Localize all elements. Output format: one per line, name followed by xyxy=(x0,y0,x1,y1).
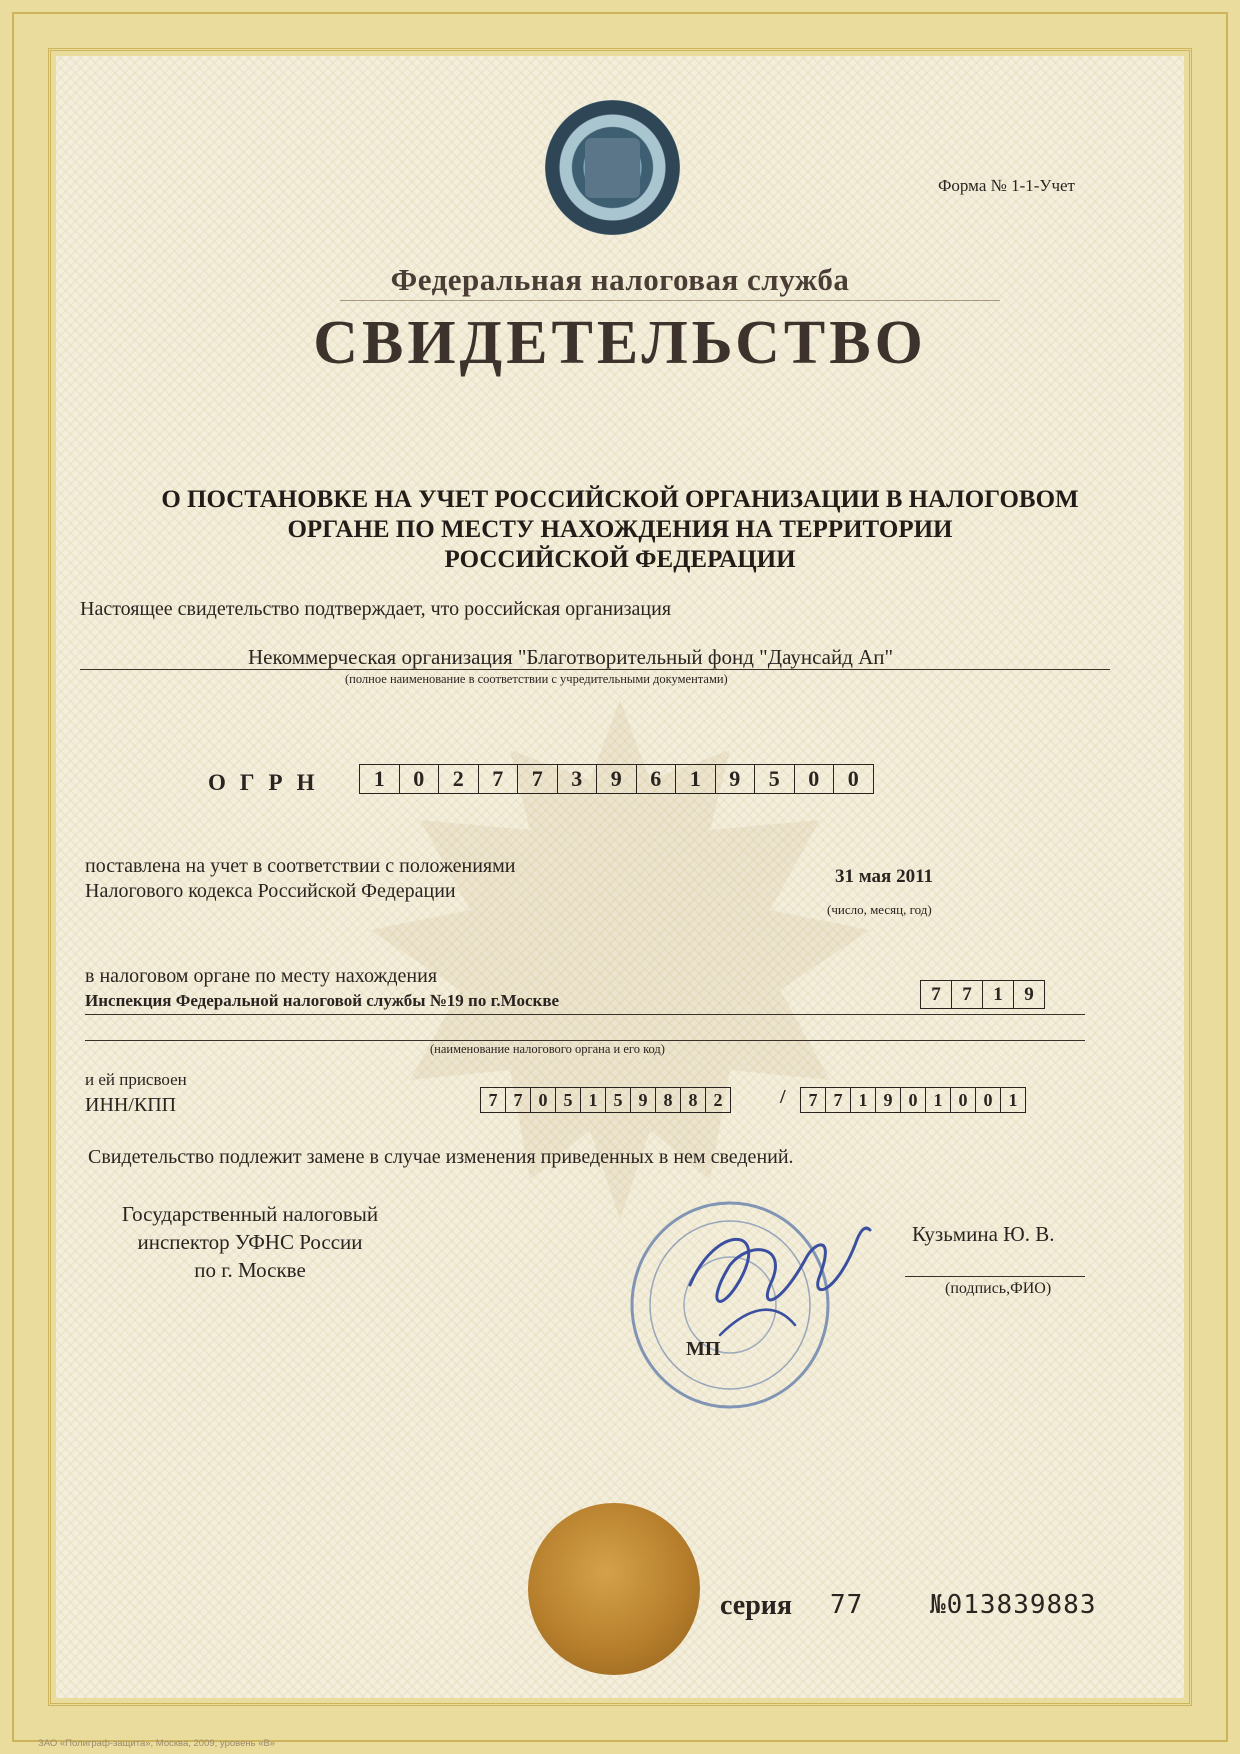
ogrn-digit: 3 xyxy=(558,765,598,793)
code-digit: 7 xyxy=(952,981,983,1008)
certificate-number: №013839883 xyxy=(929,1590,1097,1620)
inn-digit: 7 xyxy=(506,1088,531,1112)
registration-date: 31 мая 2011 xyxy=(835,866,934,887)
kpp-digit: 1 xyxy=(851,1088,876,1112)
kpp-digit-boxes xyxy=(800,1087,1026,1113)
document-subtitle xyxy=(140,485,1100,575)
ogrn-digit: 5 xyxy=(755,765,795,793)
inn-digit: 1 xyxy=(581,1088,606,1112)
series-label: серия xyxy=(720,1590,793,1621)
kpp-digit: 1 xyxy=(1008,1090,1018,1110)
tax-authority-name: Инспекция Федеральной налоговой службы №19 по г.Москве xyxy=(85,991,560,1010)
kpp-digit: 9 xyxy=(876,1088,901,1112)
organization-name: Некоммерческая организация "Благотворительный фонд "Даунсайд Ап" xyxy=(248,645,894,669)
inn-digit-boxes xyxy=(480,1087,731,1113)
ogrn-digit: 6 xyxy=(637,765,677,793)
inn-digit: 5 xyxy=(606,1088,631,1112)
inn-intro: и ей присвоен xyxy=(85,1070,187,1089)
signature-caption: (подпись,ФИО) xyxy=(945,1280,1052,1297)
ogrn-digit: 7 xyxy=(518,765,558,793)
signature-icon xyxy=(690,1228,870,1335)
seal-place-label: МП xyxy=(686,1338,721,1360)
coat-of-arms-icon xyxy=(585,138,640,198)
inn-digit: 5 xyxy=(556,1088,581,1112)
inn-digit: 2 xyxy=(713,1090,723,1110)
ogrn-digit: 1 xyxy=(360,765,400,793)
inn-kpp-label: ИНН/КПП xyxy=(85,1094,177,1116)
series-spacer xyxy=(880,1590,913,1620)
ogrn-digit-boxes xyxy=(359,764,874,794)
ogrn-digit: 1 xyxy=(676,765,716,793)
subtitle-line: РОССИЙСКОЙ ФЕДЕРАЦИИ xyxy=(444,546,796,573)
inn-digit: 8 xyxy=(681,1088,706,1112)
inspector-line: по г. Москве xyxy=(194,1258,306,1282)
series-code: 77 xyxy=(830,1590,864,1620)
code-digit: 7 xyxy=(921,981,952,1008)
inspector-line: Государственный налоговый xyxy=(121,1202,379,1226)
ogrn-digit: 7 xyxy=(479,765,519,793)
kpp-digit: 0 xyxy=(951,1088,976,1112)
subtitle-line: О ПОСТАНОВКЕ НА УЧЕТ РОССИЙСКОЙ ОРГАНИЗАЦИИ В НАЛОГОВОМ xyxy=(161,486,1079,513)
kpp-digit: 0 xyxy=(976,1088,1001,1112)
subtitle-line: ОРГАНЕ ПО МЕСТУ НАХОЖДЕНИЯ НА ТЕРРИТОРИИ xyxy=(287,516,953,543)
code-digit: 1 xyxy=(983,981,1014,1008)
ogrn-digit: 0 xyxy=(400,765,440,793)
ogrn-digit: 9 xyxy=(597,765,637,793)
signature-rule xyxy=(905,1276,1085,1277)
serial-number xyxy=(830,1590,1096,1620)
tax-authority-rule xyxy=(85,1040,1085,1041)
issuing-service: Федеральная налоговая служба xyxy=(390,262,850,297)
replacement-note: Свидетельство подлежит замене в случае изменения приведенных в нем сведений. xyxy=(88,1146,794,1168)
date-caption: (число, месяц, год) xyxy=(827,902,932,917)
tax-authority-code-boxes xyxy=(920,980,1045,1009)
kpp-digit: 0 xyxy=(901,1088,926,1112)
inspector-line: инспектор УФНС России xyxy=(137,1230,363,1254)
ogrn-digit: 0 xyxy=(795,765,835,793)
service-divider xyxy=(340,300,1000,301)
inspector-title xyxy=(85,1200,415,1284)
tax-authority-intro: в налоговом органе по месту нахождения xyxy=(85,965,438,987)
gold-seal-icon xyxy=(528,1503,700,1675)
inn-digit: 7 xyxy=(481,1088,506,1112)
ogrn-digit: 0 xyxy=(847,766,859,791)
inn-digit: 0 xyxy=(531,1088,556,1112)
kpp-digit: 7 xyxy=(801,1088,826,1112)
ogrn-label: ОГРН xyxy=(208,770,329,795)
tax-authority-rule xyxy=(85,1014,1085,1015)
tax-authority-caption: (наименование налогового органа и его код) xyxy=(430,1042,665,1056)
registration-text-line: поставлена на учет в соответствии с положениями xyxy=(85,855,516,877)
inn-digit: 9 xyxy=(631,1088,656,1112)
code-digit: 9 xyxy=(1024,984,1034,1005)
kpp-digit: 7 xyxy=(826,1088,851,1112)
printer-imprint: ЗАО «Полиграф-защита», Москва, 2009, уровень «В» xyxy=(38,1738,276,1749)
eagle-watermark xyxy=(350,660,890,1260)
inn-digit: 8 xyxy=(656,1088,681,1112)
form-number: Форма № 1-1-Учет xyxy=(938,176,1075,195)
organization-rule xyxy=(80,669,1110,670)
kpp-digit: 1 xyxy=(926,1088,951,1112)
lead-text: Настоящее свидетельство подтверждает, что российская организация xyxy=(80,598,672,620)
official-stamp xyxy=(620,1185,920,1417)
organization-caption: (полное наименование в соответствии с учредительными документами) xyxy=(345,672,728,686)
ogrn-digit: 9 xyxy=(716,765,756,793)
registration-text-line: Налогового кодекса Российской Федерации xyxy=(85,880,456,902)
signer-name: Кузьмина Ю. В. xyxy=(912,1222,1055,1246)
ogrn-digit: 2 xyxy=(439,765,479,793)
document-title: СВИДЕТЕЛЬСТВО xyxy=(313,309,927,377)
inn-kpp-separator: / xyxy=(780,1086,786,1108)
